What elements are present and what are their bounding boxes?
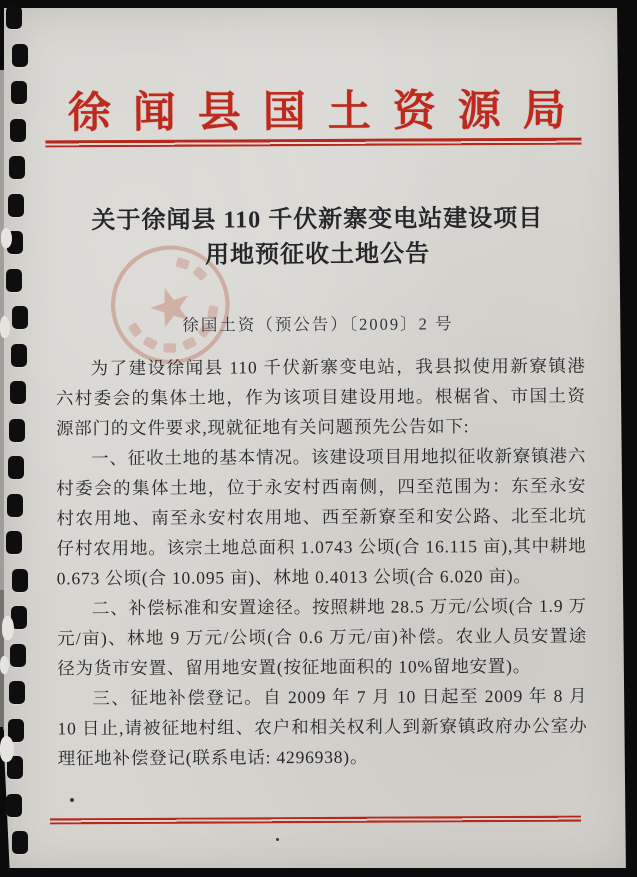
body-paragraph: 一、征收土地的基本情况。该建设项目用地拟征收新寮镇港六村委会的集体土地，位于永安村西南侧，四至范围为：东至永安村农用地、南至永安村农用地、西至新寮至和安公路、北至北坑仔村农用地。该宗土地总面积 1.0743 公顷(合 16.115 亩),其中耕地 0.673 公顷(合 10.095 亩)、林地 0.4013 公顷(合 6.020 亩)。: [56, 445, 587, 589]
binding-hole: [11, 81, 27, 104]
binding-hole: [9, 419, 25, 442]
binding-hole: [9, 681, 25, 704]
notice-title-line1: 关于徐闻县 110 千伏新寨变电站建设项目: [91, 205, 544, 235]
binding-hole: [7, 494, 23, 517]
paper-tear: [2, 616, 14, 640]
notice-title-line2: 用地预征收土地公告: [204, 241, 431, 269]
binding-hole: [8, 456, 24, 479]
binding-hole: [10, 381, 26, 404]
binding-hole: [12, 831, 28, 854]
body-paragraph: 三、征地补偿登记。自 2009 年 7 月 10 日起至 2009 年 8 月 10 日止,请被征地村组、农户和相关权利人到新寮镇政府办公室办理征地补偿登记(联系电话: 4296938)。: [57, 685, 588, 769]
body-paragraph: 二、补偿标准和安置途径。按照耕地 28.5 万元/公顷(合 1.9 万元/亩)、林地 9 万元/公顷(合 0.6 万元/亩)补偿。农业人员安置途径为货市安置、留用地安置(按征地面积的 10%留地安置)。: [56, 595, 588, 679]
binding-hole: [8, 194, 24, 217]
paper-tear: [0, 316, 10, 338]
paper-tear: [0, 656, 9, 674]
doc-number: 徐国土资（预公告）〔2009〕2 号: [182, 314, 454, 335]
binding-hole: [10, 119, 26, 142]
binding-hole: [11, 344, 27, 367]
binding-hole: [6, 269, 22, 292]
binding-hole: [9, 156, 25, 179]
binding-hole: [10, 644, 26, 667]
binding-hole: [12, 569, 28, 592]
agency-header: 徐闻县国土资源局: [67, 87, 588, 138]
body-paragraph: 为了建设徐闻县 110 千伏新寨变电站，我县拟使用新寮镇港六村委会的集体土地，作为该项目建设用地。根椐省、市国土资源部门的文件要求,现就征地有关问题预先公告如下:: [55, 355, 586, 439]
binding-hole: [6, 794, 22, 817]
binding-hole: [6, 531, 22, 554]
binding-hole: [6, 6, 22, 29]
paper-tear: [1, 228, 12, 248]
binding-hole: [12, 44, 28, 67]
paper-tear: [0, 736, 14, 762]
binding-hole: [12, 306, 28, 329]
